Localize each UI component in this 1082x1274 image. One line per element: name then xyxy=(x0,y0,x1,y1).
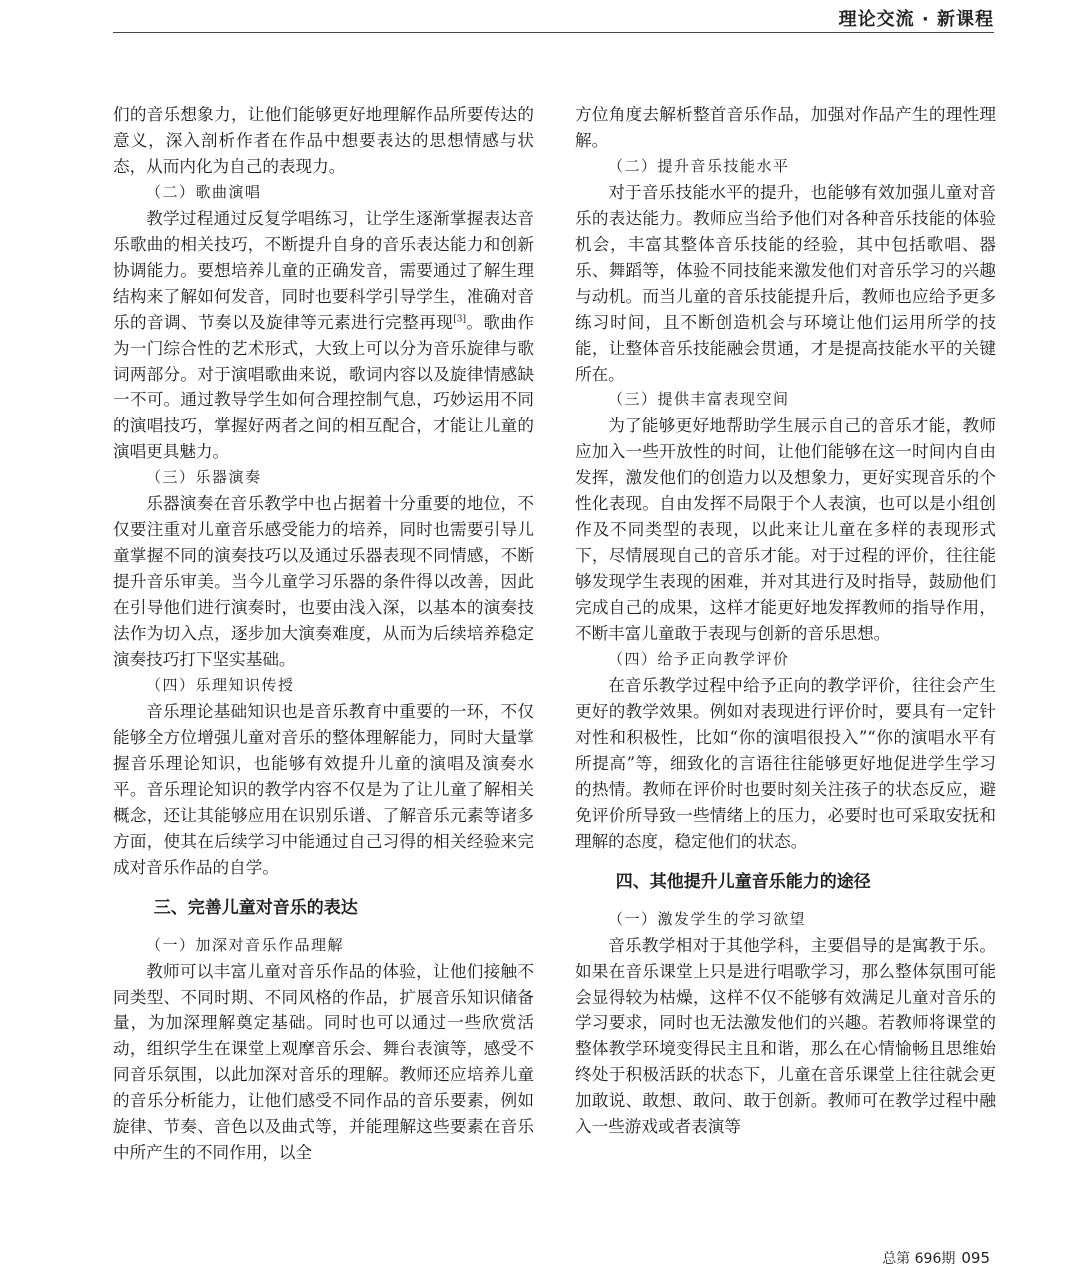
page-number: 095 xyxy=(961,1249,990,1267)
subheading-instrument: （三）乐器演奏 xyxy=(146,468,262,487)
running-header: 理论交流 · 新课程 xyxy=(838,9,994,30)
subheading-skill: （二）提升音乐技能水平 xyxy=(608,156,790,175)
paragraph: 音乐教学相对于其他学科，主要倡导的是寓教于乐。如果在音乐课堂上只是进行唱歌学习，那么整体氛围可能会显得较为枯燥，这样不仅不能够有效满足儿童对音乐的学习要求，同时也无法激发他们的兴趣。若教师将课堂的整体教学环境变得民主且和谐，那么在心情愉畅且思维始终处于积极活跃的状态下，儿童在音乐课堂上往往就会更加敢说、敢想、敢问、敢于创新。教师可在教学过程中融入一些游戏或者表演等 xyxy=(575,935,996,1137)
paragraph: 教师可以丰富儿童对音乐作品的体验，让他们接触不同类型、不同时期、不同风格的作品，扩展音乐知识储备量，为加深理解奠定基础。同时也可以通过一些欣赏活动，组织学生在课堂上观摩音乐会、舞台表演等，感受不同音乐氛围，以此加深对音乐的理解。教师还应培养儿童的音乐分析能力，让他们感受不同作品的音乐要素，例如旋律、节奏、音色以及曲式等，并能理解这些要素在音乐中所产生的不同作用，以全 xyxy=(113,961,534,1163)
paragraph: 在音乐教学过程中给予正向的教学评价，往往会产生更好的教学效果。例如对表现进行评价时，要具有一定针对性和积极性，比如“你的演唱很投入”“你的演唱水平有所提高”等，细致化的言语往往能够更好地促进学生学习的热情。教师在评价时也要时刻关注孩子的状态反应，避免评价所导致一些情绪上的压力，必要时也可采取安抚和理解的态度，稳定他们的状态。 xyxy=(575,675,996,851)
subheading-deepen: （一）加深对音乐作品理解 xyxy=(146,935,345,954)
paragraph: 方位角度去解析整首音乐作品，加强对作品产生的理性理解。 xyxy=(575,105,996,150)
issue-number: 总第 696期 xyxy=(882,1251,956,1267)
paragraph: 音乐理论基础知识也是音乐教育中重要的一环，不仅能够全方位增强儿童对音乐的整体理解能力，同时大量掌握音乐理论知识，也能够有效提升儿童的演唱及演奏水平。音乐理论知识的教学内容不仅是为了让儿童了解相关概念，还让其能够应用在识别乐谱、了解音乐元素等诸多方面，使其在后续学习中能通过自己习得的相关经验来完成对音乐作品的自学。 xyxy=(113,701,534,877)
paragraph: 乐器演奏在音乐教学中也占据着十分重要的地位，不仅要注重对儿童音乐感受能力的培养，同时也需要引导儿童掌握不同的演奏技巧以及通过乐器表现不同情感，不断提升音乐审美。当今儿童学习乐器的条件得以改善，因此在引导他们进行演奏时，也要由浅入深，以基本的演奏技法作为切入点，逐步加大演奏难度，从而为后续培养稳定演奏技巧打下坚实基础。 xyxy=(113,494,534,670)
left-column xyxy=(113,102,534,1166)
section-heading-4: 四、其他提升儿童音乐能力的途径 xyxy=(615,871,871,892)
page-footer xyxy=(882,1248,990,1268)
header-rule xyxy=(113,32,994,33)
paragraph: 对于音乐技能水平的提升，也能够有效加强儿童对音乐的表达能力。教师应当给予他们对各种音乐技能的体验机会，丰富其整体音乐技能的经验，其中包括歌唱、器乐、舞蹈等，体验不同技能来激发他们对音乐学习的兴趣与动机。而当儿童的音乐技能提升后，教师也应给予更多练习时间，且不断创造机会与环境让他们运用所学的技能，让整体音乐技能融会贯通，才是提高技能水平的关键所在。 xyxy=(575,182,996,384)
subheading-space: （三）提供丰富表现空间 xyxy=(608,390,790,409)
paragraph: 们的音乐想象力，让他们能够更好地理解作品所要传达的意义，深入剖析作者在作品中想要表达的思想情感与状态，从而内化为自己的表现力。 xyxy=(113,105,534,176)
paragraph: 教学过程通过反复学唱练习，让学生逐渐掌握表达音乐歌曲的相关技巧，不断提升自身的音乐表达能力和创新协调能力。要想培养儿童的正确发音，需要通过了解生理结构来了解如何发音，同时也要科学引导学生，准确对音乐的音调、节奏以及旋律等元素进行完整再现[3]。歌曲作为一门综合性的艺术形式，大致上可以分为音乐旋律与歌词两部分。对于演唱歌曲来说，歌词内容以及旋律情感缺一不可。通过教导学生如何合理控制气息，巧妙运用不同的演唱技巧，掌握好两者之间的相互配合，才能让儿童的演唱更具魅力。 xyxy=(113,208,535,462)
subheading-motivation: （一）激发学生的学习欲望 xyxy=(608,909,807,928)
subheading-song: （二）歌曲演唱 xyxy=(146,182,262,201)
right-column xyxy=(575,102,996,1140)
subheading-theory: （四）乐理知识传授 xyxy=(146,675,295,694)
paragraph: 为了能够更好地帮助学生展示自己的音乐才能，教师应加入一些开放性的时间，让他们能够在这一时间内自由发挥，激发他们的创造力以及想象力，更好实现音乐的个性化表现。自由发挥不局限于个人表演，也可以是小组创作及不同类型的表现，以此来让儿童在多样的表现形式下，尽情展现自己的音乐才能。对于过程的评价，往往能够发现学生表现的困难，并对其进行及时指导，鼓励他们完成自己的成果，这样才能更好地发挥教师的指导作用，不断丰富儿童敢于表现与创新的音乐思想。 xyxy=(575,416,996,644)
section-heading-3: 三、完善儿童对音乐的表达 xyxy=(153,897,358,918)
subheading-evaluation: （四）给予正向教学评价 xyxy=(608,650,790,669)
citation: [3] xyxy=(453,314,466,325)
